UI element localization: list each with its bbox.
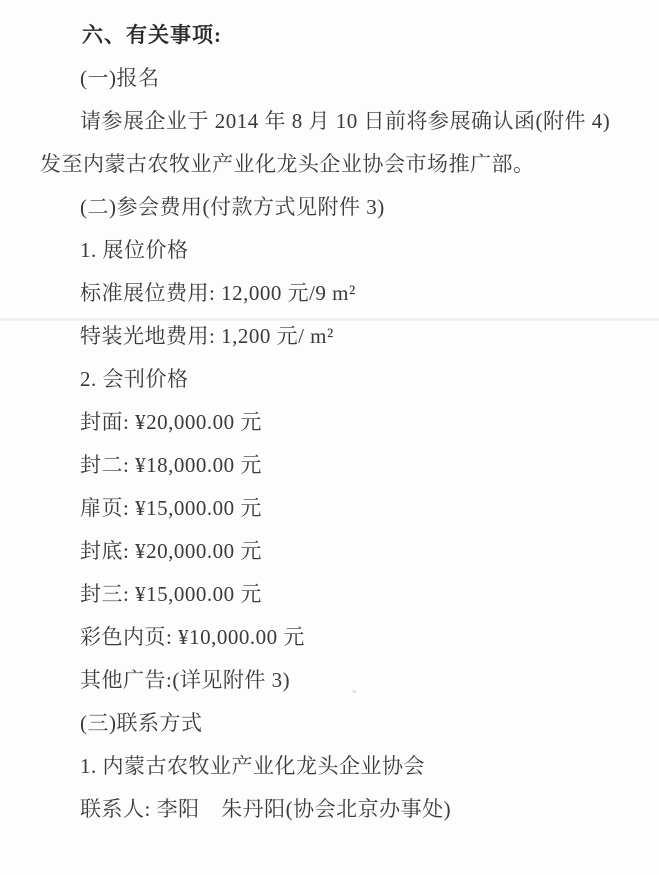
document-body — [0, 14, 659, 831]
item-cover-price: 封面: ¥20,000.00 元 — [80, 410, 262, 434]
item-back-cover-price: 封底: ¥20,000.00 元 — [80, 539, 262, 563]
scan-artifact-speck — [352, 690, 357, 693]
item-inside-back-cover-price: 封三: ¥15,000.00 元 — [80, 582, 262, 606]
item-inside-front-cover-price: 封二: ¥18,000.00 元 — [80, 453, 262, 477]
section-heading: 六、有关事项: — [82, 23, 222, 47]
item-other-ads: 其他广告:(详见附件 3) — [80, 668, 291, 692]
subsection-baoming: (一)报名 — [80, 66, 160, 90]
contact-org-name: 1. 内蒙古农牧业产业化龙头企业协会 — [80, 754, 425, 778]
subsection-contact: (三)联系方式 — [80, 711, 203, 735]
item-color-page-price: 彩色内页: ¥10,000.00 元 — [80, 625, 305, 649]
subsection-fees: (二)参会费用(付款方式见附件 3) — [80, 195, 385, 219]
paragraph-registration-1: 请参展企业于 2014 年 8 月 10 日前将参展确认函(附件 4) — [80, 109, 611, 133]
contact-persons: 联系人: 李阳 朱丹阳(协会北京办事处) — [80, 797, 452, 821]
item-booth-price-title: 1. 展位价格 — [80, 238, 189, 262]
scan-artifact-line — [0, 318, 659, 321]
item-standard-booth-fee: 标准展位费用: 12,000 元/9 m² — [80, 281, 356, 305]
paragraph-registration-2: 发至内蒙古农牧业产业化龙头企业协会市场推广部。 — [40, 152, 535, 176]
item-title-page-price: 扉页: ¥15,000.00 元 — [80, 496, 262, 520]
item-journal-price-title: 2. 会刊价格 — [80, 367, 189, 391]
item-raw-space-fee: 特装光地费用: 1,200 元/ m² — [80, 324, 334, 348]
